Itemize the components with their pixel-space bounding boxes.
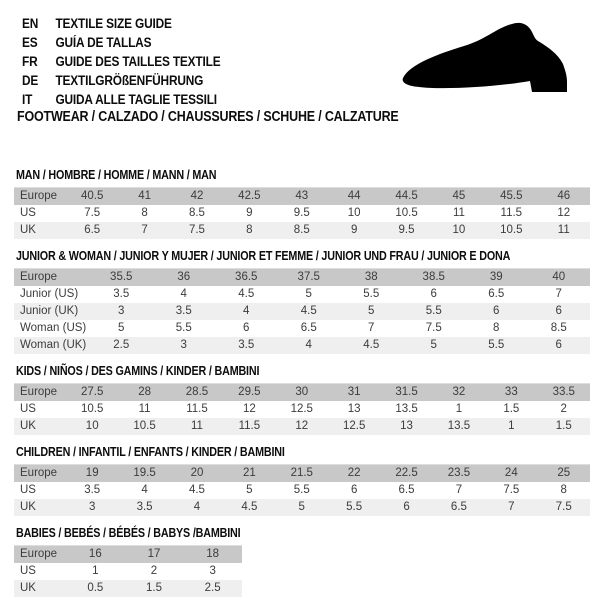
size-value: 19.5 — [133, 467, 156, 479]
size-value: 11 — [138, 403, 151, 415]
table-row — [14, 286, 590, 303]
language-title: TEXTILGRÖßENFÜHRUNG — [55, 73, 204, 88]
size-value: 5.5 — [293, 484, 310, 496]
table-header-row — [14, 384, 590, 402]
size-value: 5 — [368, 305, 375, 317]
size-value: 10 — [452, 224, 466, 236]
size-value: 4 — [180, 288, 187, 300]
size-value: 9.5 — [398, 224, 415, 236]
size-section — [14, 169, 590, 239]
size-value: 12 — [242, 403, 256, 415]
size-value: 35.5 — [110, 271, 133, 283]
size-value: 24 — [504, 467, 518, 479]
size-value: 6 — [493, 305, 500, 317]
size-value: 1.5 — [555, 420, 572, 432]
size-value: 11.5 — [500, 207, 523, 219]
row-label: UK — [20, 501, 36, 513]
size-value: 3.5 — [113, 288, 130, 300]
language-title: GUÍA DE TALLAS — [55, 35, 152, 50]
size-value: 32 — [452, 386, 466, 398]
row-label: UK — [20, 224, 36, 236]
row-label: Europe — [20, 190, 58, 202]
size-value: 37.5 — [297, 271, 320, 283]
size-value: 7 — [455, 484, 463, 496]
table-row — [14, 580, 242, 597]
row-label: Europe — [20, 467, 58, 479]
size-value: 11.5 — [186, 403, 208, 415]
section-title: JUNIOR & WOMAN / JUNIOR Y MUJER / JUNIOR ET FEMME / JUNIOR UND FRAU / JUNIOR E DONA — [16, 249, 511, 263]
size-value: 18 — [206, 548, 220, 560]
size-value: 8 — [246, 224, 253, 236]
size-value: 44 — [347, 190, 361, 202]
size-value: 16 — [88, 548, 102, 560]
row-label: Europe — [20, 548, 58, 560]
row-label: Woman (US) — [20, 322, 87, 334]
language-title: GUIDA ALLE TAGLIE TESSILI — [55, 92, 217, 107]
size-value: 40 — [552, 271, 566, 283]
language-row-fr — [22, 52, 220, 71]
size-value: 21 — [242, 467, 256, 479]
size-value: 5 — [305, 288, 312, 300]
size-value: 33.5 — [552, 386, 575, 398]
size-value: 1 — [455, 403, 463, 415]
size-value: 2.5 — [204, 582, 221, 594]
size-value: 9 — [246, 207, 253, 219]
size-value: 21.5 — [290, 467, 313, 479]
table-row — [14, 205, 590, 222]
size-value: 13 — [347, 403, 361, 415]
language-code: ES — [22, 35, 38, 50]
size-value: 19 — [85, 467, 99, 479]
size-value: 10.5 — [500, 224, 523, 236]
language-code: EN — [22, 16, 39, 31]
table-header-row — [14, 188, 590, 206]
size-value: 20 — [190, 467, 204, 479]
size-value: 45.5 — [500, 190, 523, 202]
table-row — [14, 222, 590, 239]
size-value: 42 — [190, 190, 204, 202]
size-value: 12.5 — [342, 420, 366, 432]
size-value: 42.5 — [238, 190, 261, 202]
size-value: 5 — [298, 501, 305, 513]
table-row — [14, 563, 242, 580]
language-title: TEXTILE SIZE GUIDE — [55, 16, 172, 31]
size-table — [14, 464, 590, 516]
size-value: 6 — [555, 305, 562, 317]
size-value: 4 — [193, 501, 201, 513]
size-value: 2.5 — [113, 339, 130, 351]
size-value: 38 — [364, 271, 378, 283]
size-value: 6 — [243, 322, 250, 334]
size-value: 4.5 — [188, 484, 205, 496]
size-value: 8 — [493, 322, 500, 334]
size-value: 13.5 — [395, 403, 418, 415]
language-code: FR — [22, 54, 38, 69]
size-value: 13.5 — [447, 420, 471, 432]
language-title: GUIDE DES TAILLES TEXTILE — [55, 54, 221, 69]
size-value: 6.5 — [398, 484, 415, 496]
size-value: 3 — [88, 501, 96, 513]
size-value: 7.5 — [188, 224, 205, 236]
size-value: 5 — [118, 322, 125, 334]
size-value: 10.5 — [395, 207, 418, 219]
size-value: 6 — [430, 288, 437, 300]
table-row — [14, 482, 590, 499]
size-value: 4 — [243, 305, 250, 317]
size-value: 25 — [557, 467, 571, 479]
size-value: 3 — [180, 339, 187, 351]
shoe-icon — [400, 20, 572, 102]
size-value: 7.5 — [503, 484, 520, 496]
size-value: 3.5 — [84, 484, 101, 496]
size-value: 1 — [508, 420, 515, 432]
size-value: 31 — [347, 386, 361, 398]
size-section — [14, 446, 590, 516]
row-label: Europe — [20, 386, 58, 398]
size-value: 11 — [191, 420, 203, 432]
language-code: DE — [22, 73, 39, 88]
row-label: US — [20, 207, 36, 219]
size-value: 7.5 — [425, 322, 442, 334]
size-value: 8.5 — [550, 322, 567, 334]
table-row — [14, 418, 590, 435]
size-value: 3.5 — [175, 305, 192, 317]
section-title: BABIES / BEBÉS / BÉBÉS / BABYS /BAMBINI — [16, 526, 241, 540]
language-row-it — [22, 90, 220, 109]
language-row-de — [22, 71, 220, 90]
row-label: UK — [20, 582, 36, 594]
size-value: 1.5 — [145, 582, 162, 594]
size-value: 1.5 — [503, 403, 520, 415]
size-value: 6.5 — [300, 322, 317, 334]
size-value: 2 — [560, 403, 567, 415]
row-label: Woman (UK) — [20, 339, 87, 351]
size-value: 6.5 — [488, 288, 505, 300]
size-value: 23.5 — [447, 467, 471, 479]
size-value: 4 — [305, 339, 312, 351]
size-table — [14, 268, 590, 354]
table-row — [14, 401, 590, 418]
size-value: 17 — [147, 548, 161, 560]
size-value: 22 — [347, 467, 361, 479]
size-value: 5.5 — [346, 501, 363, 513]
size-value: 8.5 — [188, 207, 205, 219]
size-value: 7.5 — [555, 501, 572, 513]
size-value: 4 — [141, 484, 148, 496]
size-value: 9 — [350, 224, 358, 236]
size-table — [14, 383, 590, 435]
size-value: 9.5 — [293, 207, 310, 219]
row-label: Junior (UK) — [20, 305, 79, 317]
size-value: 7 — [141, 224, 148, 236]
size-value: 3.5 — [238, 339, 255, 351]
size-value: 36.5 — [235, 271, 258, 283]
size-value: 27.5 — [81, 386, 104, 398]
table-row — [14, 320, 590, 337]
table-header-row — [14, 546, 242, 564]
size-value: 5 — [430, 339, 437, 351]
size-value: 11 — [557, 224, 570, 236]
size-value: 6.5 — [84, 224, 101, 236]
size-section — [14, 250, 590, 354]
size-value: 12 — [557, 207, 571, 219]
size-value: 44.5 — [395, 190, 418, 202]
size-value: 3.5 — [136, 501, 153, 513]
size-value: 6.5 — [450, 501, 467, 513]
size-value: 5.5 — [363, 288, 380, 300]
size-value: 28.5 — [185, 386, 209, 398]
size-value: 11.5 — [238, 420, 261, 432]
size-value: 46 — [557, 190, 571, 202]
size-value: 4.5 — [241, 501, 258, 513]
size-value: 3 — [209, 565, 216, 577]
size-value: 11 — [452, 207, 465, 219]
size-value: 43 — [295, 190, 309, 202]
table-header-row — [14, 269, 590, 287]
section-title: KIDS / NIÑOS / DES GAMINS / KINDER / BAMBINI — [16, 364, 260, 378]
size-value: 22.5 — [395, 467, 418, 479]
size-value: 6 — [555, 339, 562, 351]
table-header-row — [14, 465, 590, 483]
size-value: 10.5 — [133, 420, 156, 432]
size-value: 41 — [138, 190, 151, 202]
size-value: 2 — [150, 565, 158, 577]
size-value: 10 — [85, 420, 99, 432]
table-row — [14, 303, 590, 320]
size-value: 39 — [489, 271, 503, 283]
size-value: 28 — [138, 386, 151, 398]
size-value: 30 — [295, 386, 309, 398]
section-title: MAN / HOMBRE / HOMME / MANN / MAN — [16, 168, 217, 182]
size-tables — [14, 169, 590, 608]
language-list — [22, 14, 248, 109]
size-value: 5.5 — [488, 339, 505, 351]
row-label: US — [20, 403, 36, 415]
table-row — [14, 337, 590, 354]
table-row — [14, 499, 590, 516]
size-value: 4.5 — [300, 305, 317, 317]
size-value: 7 — [555, 288, 562, 300]
size-value: 1 — [92, 565, 99, 577]
size-value: 8.5 — [293, 224, 310, 236]
size-value: 36 — [177, 271, 191, 283]
section-title: CHILDREN / INFANTIL / ENFANTS / KINDER / BAMBINI — [16, 445, 285, 459]
language-row-en — [22, 14, 220, 33]
size-value: 6 — [403, 501, 410, 513]
size-value: 29.5 — [238, 386, 261, 398]
size-value: 10.5 — [81, 403, 104, 415]
size-section — [14, 527, 590, 597]
size-value: 8 — [560, 484, 567, 496]
size-value: 5 — [246, 484, 253, 496]
row-label: US — [20, 484, 36, 496]
category-header: FOOTWEAR / CALZADO / CHAUSSURES / SCHUHE / CALZATURE — [17, 109, 399, 125]
size-value: 0.5 — [87, 582, 104, 594]
size-value: 6 — [350, 484, 358, 496]
size-value: 10 — [347, 207, 361, 219]
row-label: Junior (US) — [20, 288, 79, 300]
size-value: 5.5 — [175, 322, 192, 334]
language-code: IT — [22, 92, 33, 107]
size-value: 31.5 — [395, 386, 418, 398]
size-value: 7 — [508, 501, 515, 513]
size-value: 38.5 — [422, 271, 445, 283]
size-value: 4.5 — [363, 339, 380, 351]
size-value: 7.5 — [84, 207, 101, 219]
size-value: 5.5 — [425, 305, 442, 317]
row-label: Europe — [20, 271, 58, 283]
size-value: 4.5 — [238, 288, 255, 300]
row-label: UK — [20, 420, 36, 432]
size-value: 45 — [452, 190, 466, 202]
row-label: US — [20, 565, 36, 577]
size-value: 7 — [368, 322, 375, 334]
size-value: 12 — [295, 420, 309, 432]
size-value: 12.5 — [290, 403, 313, 415]
language-row-es — [22, 33, 220, 52]
size-value: 40.5 — [81, 190, 104, 202]
size-value: 13 — [400, 420, 413, 432]
size-value: 8 — [141, 207, 148, 219]
size-section — [14, 365, 590, 435]
size-value: 3 — [118, 305, 125, 317]
size-table — [14, 187, 590, 239]
size-value: 33 — [504, 386, 518, 398]
size-table — [14, 545, 242, 597]
